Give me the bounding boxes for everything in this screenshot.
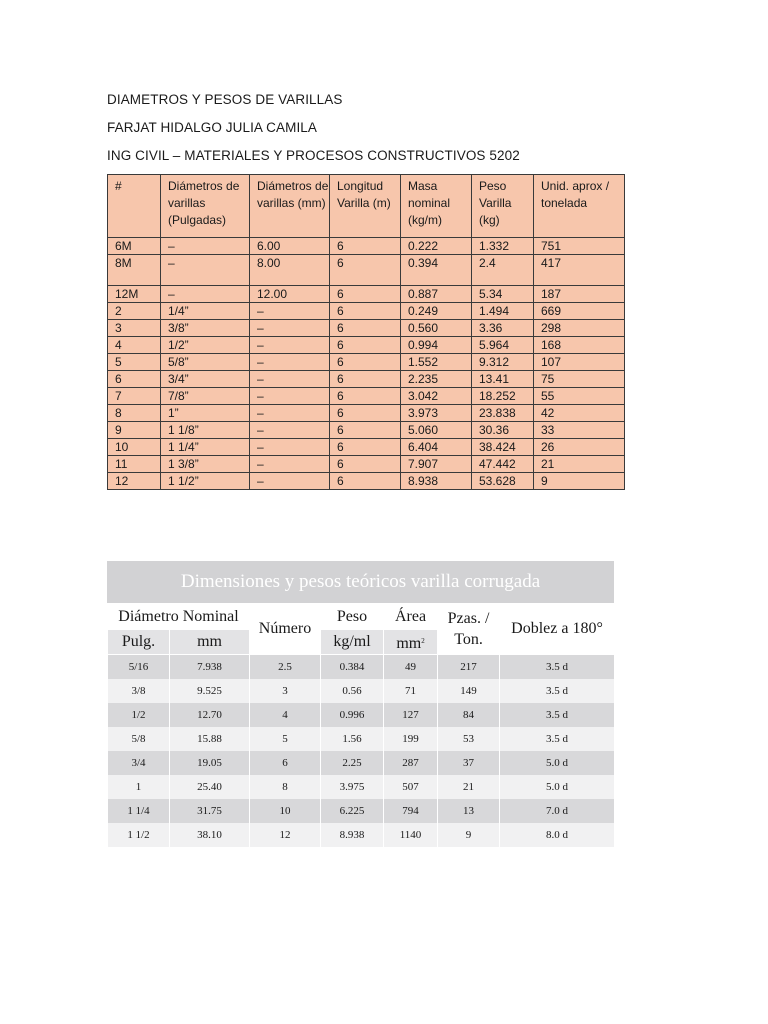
table-row — [108, 775, 615, 799]
table-cell: 8.0 d — [500, 823, 615, 847]
table-row — [108, 727, 615, 751]
header-pulg: Pulg. — [108, 630, 170, 655]
table-cell: 1 1/2” — [161, 473, 250, 490]
table-row — [108, 751, 615, 775]
table-cell: 7/8” — [161, 388, 250, 405]
table-cell: 6 — [330, 337, 401, 354]
table-cell: – — [250, 456, 330, 473]
table-cell: 6 — [330, 303, 401, 320]
table-row — [108, 679, 615, 703]
table-cell: – — [250, 337, 330, 354]
table-cell: 37 — [438, 751, 500, 775]
table-cell: 1 1/2 — [108, 823, 170, 847]
table-cell: 42 — [534, 405, 625, 422]
table-cell: 3 — [250, 679, 321, 703]
table-row — [108, 388, 625, 405]
table-cell: 12 — [108, 473, 161, 490]
table-cell: 6M — [108, 238, 161, 255]
table1-header-cell: Masa nominal (kg/m) — [401, 175, 472, 238]
table-cell: – — [250, 354, 330, 371]
table-cell: 5.964 — [472, 337, 534, 354]
header-peso: Peso — [321, 604, 384, 630]
table-cell: 199 — [384, 727, 438, 751]
table-cell: 2.4 — [472, 255, 534, 286]
table-cell: 12.70 — [170, 703, 250, 727]
table-cell: 33 — [534, 422, 625, 439]
table-cell: 1.552 — [401, 354, 472, 371]
table-cell: – — [250, 473, 330, 490]
table-cell: 3.5 d — [500, 655, 615, 680]
table-cell: 0.560 — [401, 320, 472, 337]
table-cell: 187 — [534, 286, 625, 303]
table-row — [108, 456, 625, 473]
table-cell: 669 — [534, 303, 625, 320]
table-cell: 107 — [534, 354, 625, 371]
table-row — [108, 422, 625, 439]
table-row — [108, 799, 615, 823]
table-cell: 30.36 — [472, 422, 534, 439]
table-cell: 6.00 — [250, 238, 330, 255]
table-cell: 55 — [534, 388, 625, 405]
table-cell: 3/4” — [161, 371, 250, 388]
area-unit-superscript: 2 — [421, 636, 425, 645]
table-row — [108, 320, 625, 337]
table-cell: 8 — [108, 405, 161, 422]
table-cell: 11 — [108, 456, 161, 473]
table-cell: 84 — [438, 703, 500, 727]
table1-header-cell: # — [108, 175, 161, 238]
table-cell: 417 — [534, 255, 625, 286]
table-cell: 6 — [108, 371, 161, 388]
table1-header-cell: Longitud Varilla (m) — [330, 175, 401, 238]
table-cell: 6 — [330, 456, 401, 473]
table-cell: – — [161, 286, 250, 303]
table-cell: 1 1/4 — [108, 799, 170, 823]
table-cell: 6.404 — [401, 439, 472, 456]
header-diametro-nominal: Diámetro Nominal — [108, 604, 250, 630]
table-cell: 10 — [250, 799, 321, 823]
table-cell: 8.938 — [321, 823, 384, 847]
table-cell: 1.494 — [472, 303, 534, 320]
table-row — [108, 255, 625, 286]
table-cell: 1/4” — [161, 303, 250, 320]
table-cell: – — [250, 388, 330, 405]
table-row — [108, 703, 615, 727]
table-cell: 21 — [534, 456, 625, 473]
table-cell: 3 — [108, 320, 161, 337]
table-cell: 1 1/8” — [161, 422, 250, 439]
table-cell: 2.5 — [250, 655, 321, 680]
table-row — [108, 286, 625, 303]
table-row — [108, 371, 625, 388]
table-cell: 6 — [330, 320, 401, 337]
header-pzas-ton: Pzas. / Ton. — [438, 604, 500, 655]
table2-grid — [107, 603, 615, 847]
table-cell: 2 — [108, 303, 161, 320]
table-cell: 18.252 — [472, 388, 534, 405]
table-cell: 3/8” — [161, 320, 250, 337]
table-cell: 8.00 — [250, 255, 330, 286]
table-cell: 3/4 — [108, 751, 170, 775]
table-cell: – — [161, 238, 250, 255]
table-cell: 21 — [438, 775, 500, 799]
table-cell: 9 — [534, 473, 625, 490]
table-cell: 751 — [534, 238, 625, 255]
bar-weights-table — [107, 174, 625, 490]
table-row — [108, 823, 615, 847]
table-cell: 5 — [108, 354, 161, 371]
table-cell: 3.5 d — [500, 703, 615, 727]
table-cell: 0.996 — [321, 703, 384, 727]
table-row — [108, 405, 625, 422]
table-cell: 6 — [330, 473, 401, 490]
table-cell: 7.907 — [401, 456, 472, 473]
table-cell: 5/16 — [108, 655, 170, 680]
table-cell: 53.628 — [472, 473, 534, 490]
table-cell: 3.36 — [472, 320, 534, 337]
table-cell: 6 — [330, 238, 401, 255]
table-cell: 10 — [108, 439, 161, 456]
table-cell: 1” — [161, 405, 250, 422]
table-cell: 3.042 — [401, 388, 472, 405]
header-mm: mm — [170, 630, 250, 655]
table-cell: 6 — [330, 371, 401, 388]
table-cell: – — [250, 405, 330, 422]
table-cell: 12 — [250, 823, 321, 847]
table-cell: 9 — [438, 823, 500, 847]
table-cell: 13.41 — [472, 371, 534, 388]
table-cell: – — [250, 371, 330, 388]
table-cell: 75 — [534, 371, 625, 388]
table-cell: 0.394 — [401, 255, 472, 286]
table-cell: 25.40 — [170, 775, 250, 799]
table-cell: 1 3/8” — [161, 456, 250, 473]
table-row — [108, 238, 625, 255]
course-line: ING CIVIL – MATERIALES Y PROCESOS CONSTRUCTIVOS 5202 — [107, 148, 520, 163]
table-cell: 5/8 — [108, 727, 170, 751]
table-cell: 5.0 d — [500, 775, 615, 799]
table-cell: – — [161, 255, 250, 286]
header-peso-unit: kg/ml — [321, 630, 384, 655]
table-cell: 0.222 — [401, 238, 472, 255]
table-cell: 0.994 — [401, 337, 472, 354]
area-unit-text: mm — [396, 634, 422, 652]
corrugated-bar-table — [107, 561, 614, 847]
table-cell: 19.05 — [170, 751, 250, 775]
table-cell: 3.5 d — [500, 679, 615, 703]
table-cell: 9.312 — [472, 354, 534, 371]
table-cell: 507 — [384, 775, 438, 799]
table-cell: 3/8 — [108, 679, 170, 703]
table-cell: 1140 — [384, 823, 438, 847]
table-cell: 3.975 — [321, 775, 384, 799]
table-cell: 217 — [438, 655, 500, 680]
table-row — [108, 473, 625, 490]
table-cell: 1.56 — [321, 727, 384, 751]
header-numero: Número — [250, 604, 321, 655]
table-cell: 168 — [534, 337, 625, 354]
table-cell: 12M — [108, 286, 161, 303]
table-cell: – — [250, 422, 330, 439]
table-cell: 0.56 — [321, 679, 384, 703]
table-cell: 15.88 — [170, 727, 250, 751]
table-cell: 5/8” — [161, 354, 250, 371]
table-cell: 6 — [330, 422, 401, 439]
table-cell: 8 — [250, 775, 321, 799]
table-cell: 3.973 — [401, 405, 472, 422]
table-cell: 5.060 — [401, 422, 472, 439]
table-cell: 6 — [250, 751, 321, 775]
table-row — [108, 439, 625, 456]
table-cell: 1/2” — [161, 337, 250, 354]
table-cell: 26 — [534, 439, 625, 456]
table-cell: 49 — [384, 655, 438, 680]
table-cell: 1 — [108, 775, 170, 799]
table-cell: 287 — [384, 751, 438, 775]
table-cell: 6 — [330, 354, 401, 371]
table-cell: 38.424 — [472, 439, 534, 456]
table-cell: 47.442 — [472, 456, 534, 473]
table-cell: 7.938 — [170, 655, 250, 680]
header-doblez: Doblez a 180° — [500, 604, 615, 655]
table-cell: 0.887 — [401, 286, 472, 303]
table-cell: 6 — [330, 388, 401, 405]
header-area: Área — [384, 604, 438, 630]
table-cell: 127 — [384, 703, 438, 727]
table-cell: 2.235 — [401, 371, 472, 388]
table2-title: Dimensiones y pesos teóricos varilla corrugada — [107, 561, 614, 603]
table-cell: 6 — [330, 439, 401, 456]
table-cell: 149 — [438, 679, 500, 703]
table-cell: 8M — [108, 255, 161, 286]
document-title: DIAMETROS Y PESOS DE VARILLAS — [107, 92, 343, 107]
table-cell: 71 — [384, 679, 438, 703]
author-name: FARJAT HIDALGO JULIA CAMILA — [107, 120, 318, 135]
table-row — [108, 354, 625, 371]
table-cell: – — [250, 320, 330, 337]
table-cell: 6 — [330, 286, 401, 303]
table-cell: 8.938 — [401, 473, 472, 490]
table-cell: 9 — [108, 422, 161, 439]
table-cell: 0.384 — [321, 655, 384, 680]
table1-header-cell: Diámetros de varillas (Pulgadas) — [161, 175, 250, 238]
table-cell: 7 — [108, 388, 161, 405]
table-cell: 5.0 d — [500, 751, 615, 775]
table-cell: 38.10 — [170, 823, 250, 847]
table-cell: 0.249 — [401, 303, 472, 320]
table-cell: 4 — [250, 703, 321, 727]
table-cell: 6 — [330, 405, 401, 422]
table-cell: 794 — [384, 799, 438, 823]
table-cell: 53 — [438, 727, 500, 751]
table-row — [108, 337, 625, 354]
table-cell: 3.5 d — [500, 727, 615, 751]
header-area-unit — [384, 630, 438, 655]
table-cell: 1/2 — [108, 703, 170, 727]
table-row — [108, 303, 625, 320]
table-cell: 6.225 — [321, 799, 384, 823]
table-cell: 23.838 — [472, 405, 534, 422]
table-row — [108, 655, 615, 680]
table-cell: 1.332 — [472, 238, 534, 255]
table-cell: 31.75 — [170, 799, 250, 823]
table-cell: 6 — [330, 255, 401, 286]
table1-header-cell: Peso Varilla (kg) — [472, 175, 534, 238]
table-cell: 9.525 — [170, 679, 250, 703]
table-cell: 5.34 — [472, 286, 534, 303]
table-cell: 7.0 d — [500, 799, 615, 823]
table-cell: 298 — [534, 320, 625, 337]
table-cell: 1 1/4” — [161, 439, 250, 456]
table-cell: 4 — [108, 337, 161, 354]
table-cell: 5 — [250, 727, 321, 751]
table-cell: 13 — [438, 799, 500, 823]
table-cell: 12.00 — [250, 286, 330, 303]
table1-header-row — [108, 175, 625, 238]
table1-header-cell: Unid. aprox / tonelada — [534, 175, 625, 238]
table-cell: – — [250, 439, 330, 456]
table1-header-cell: Diámetros de varillas (mm) — [250, 175, 330, 238]
table-cell: 2.25 — [321, 751, 384, 775]
table-cell: – — [250, 303, 330, 320]
